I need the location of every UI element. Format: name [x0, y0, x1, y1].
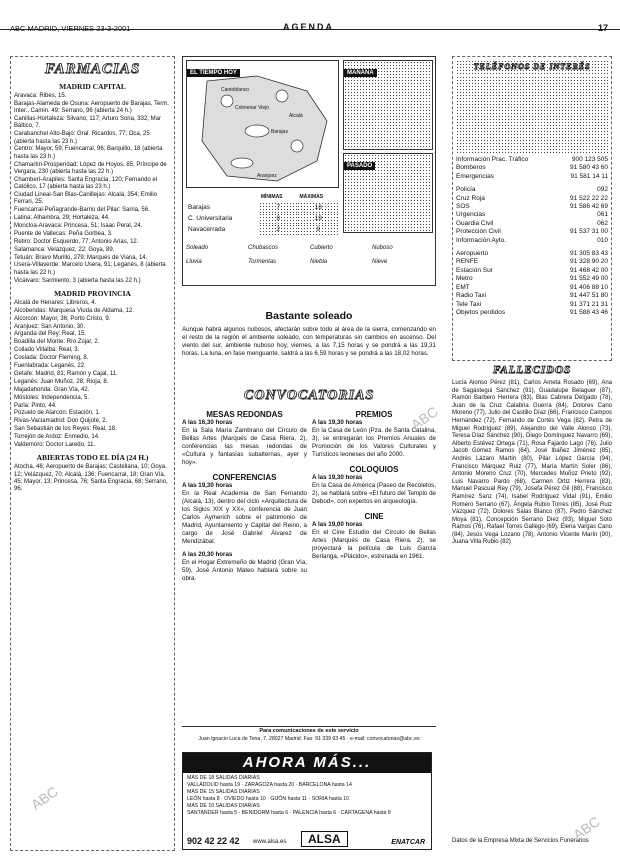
table-row: Barajas 7 18: [186, 202, 339, 213]
sun-icon: [221, 95, 233, 107]
temperature-table: [186, 191, 339, 235]
agenda-text: En la Casa de León (Pza. de Santa Catalina, 3), se entregarán los Premios Anuales de Promoción de los Valores Culturales y Turísticos leoneses del año 2000.: [312, 427, 436, 458]
phone-row: [456, 267, 608, 275]
phone-number: 91 586 42 69: [570, 203, 608, 211]
phone-row: [456, 220, 608, 228]
pharmacy-entry: Alcorcón: Mayor, 36; Porto Cristo, 9.: [14, 315, 111, 322]
all-day-title: ABIERTAS TODO EL DÍA (24 H.): [36, 453, 149, 463]
agenda-title: CONVOCATORIAS: [243, 388, 375, 403]
agenda-text: En el Hogar Extremeño de Madrid (Gran Vía, 59), José Antonio Mateo hablará sobre su obra.: [182, 559, 307, 582]
phones-list: [456, 156, 608, 322]
agenda-time: A las 20,30 horas: [182, 551, 233, 558]
watermark: ABC: [408, 403, 441, 433]
pharmacy-entry: Móstoles: Independencia, 5.: [14, 394, 90, 401]
pharmacy-entry: Ciudad Lineal-San Blas-Canillejas: Alcalá, 354; Emilio Ferrari, 25.: [14, 192, 158, 206]
ad-lines: [183, 773, 431, 819]
legend-rain: Lluvia: [186, 259, 202, 265]
phone-number: 91 328 90 20: [570, 258, 608, 266]
agenda-footer-address: Juan Ignacio Luca de Tena, 7. 28027 Madrid. Fax: 91 339 93 45 · e-mail: convocatorias@abc.es: [198, 736, 420, 742]
sun-icon: [291, 140, 303, 152]
pharmacy-entry: Canillas-Hortaleza: Silvano, 117; Arturo Soria, 332; Mar Báltico, 7.: [14, 116, 161, 130]
agenda-time: A las 19,30 horas: [312, 419, 363, 426]
phone-number: 010: [597, 236, 608, 244]
pharmacy-entry: Arganda del Rey: Real, 15.: [14, 331, 87, 338]
agenda-section-head: CONFERENCIAS: [212, 473, 277, 482]
phone-label: SOS: [456, 203, 470, 211]
phone-number: 91 305 83 43: [570, 250, 608, 258]
province-list: [14, 300, 171, 449]
all-day-text: Atocha, 46; Aeropuerto de Barajas; Castellana, 10; Goya, 12; Velázquez, 70; Alcalá, 136; Fuencarral, 18; Gran Vía, 45; Mayor, 13; Princesa, 76; Santa Engracia, 68; Serrano, 96.: [14, 464, 168, 493]
city-label: Cantoblanco: [221, 87, 250, 93]
pharmacy-entry: Coslada: Doctor Fleming, 8.: [14, 355, 89, 362]
agenda-col-left: [182, 410, 307, 583]
legend-snow: Nieve: [372, 259, 388, 265]
pharmacy-entry: Pozuelo de Alarcón: Estación, 1.: [14, 410, 101, 417]
phone-label: Emergencias: [456, 172, 494, 180]
phone-number: 91 468 42 00: [570, 266, 608, 274]
city-label: Colmenar Viejo: [235, 105, 270, 111]
phone-row: [456, 164, 608, 172]
ad-partner-logo: ENATCAR: [391, 839, 425, 846]
agenda-footer: Para comunicaciones de este servicio: [182, 726, 436, 734]
weather-today-map: [186, 60, 339, 188]
ad-line: MÁS DE 15 SALIDAS DIARIAS: [187, 789, 260, 795]
weather-text: Aunque habrá algunos nubosos, afectarán sobre todo al área de la sierra, comenzando en el resto de la región el ambiente soleado, con temperaturas sin cambios en ascenso. Del viento del sur, ambiente nuboso hoy, viernes, a las 7,15 horas y se pondrá a las 19,31 horas. La luna, en fase menguante, saldrá a las 6,59 horas y se pondrá a las 18,02 horas.: [182, 326, 436, 357]
deaths-text: Lucía Alonso Pérez (81), Carlos Ameta Rosado (69), Ana de Sagástegui Sánchez (91), Guadalupe Belaguer (87), Ramón Barbero Herrera (83), Blas Cabrera Delgado (78), Juan de la Cruz Calabria Guerra (84), Dolores Cano Moreno (77), Julio del Castillo Díaz (66), Francisco Campos Hernández (72), Fernando de Cortés Vega (82), Petra de Miguel Rodríguez (89), Alejandro del Valle Alonso (73), Teresa Díaz Sánchez (90), Diego Domínguez Navarro (69), Alberto Estévez Ortega (71), Rosa Fajardo Lago (76), Julio Jacob Gómez Ramos (64), José Ibáñez Jiménez (85), Andrés Lázaro Martín (80), Pilar López García (94), Francisco Márquez Ruiz (77), María Martín Soler (86), Antonio Moreno Cruz (70), Mercedes Muñoz Prieto (92), Luis Navarro Pardo (68), Carmen Ortiz Herrera (83), Manuel Pascual Rey (79), Josefa Pérez Gil (88), Francisco Ramírez Sanz (74), Isabel Rodríguez Vidal (91), Emilio Romero Serrano (67), Ángela Rubio Torres (85), José Ruiz Vázquez (72), Dolores Salas Blanco (87), Pedro Sánchez Moya (81), Concepción Serrano Díez (93), Miguel Soto Ramos (76), Rafael Torres Gallego (69), Elena Vargas Cano (84), Jesús Vega Lozano (78), Antonio Vicente Marín (90), Juana Villa Rubio (82): [452, 380, 612, 546]
phone-row: [456, 156, 608, 164]
phone-label: Información Ayto.: [456, 236, 507, 244]
ad-brand-logo: ALSA: [301, 831, 348, 847]
phone-label: RENFE: [456, 258, 479, 266]
legend-overcast: Cubierto: [310, 245, 333, 251]
phone-number: 91 447 51 80: [570, 292, 608, 300]
cloud-icon: [231, 158, 253, 168]
capital-title: MADRID CAPITAL: [59, 82, 126, 91]
weather-tomorrow-map: [343, 60, 433, 150]
ad-line: MÁS DE 18 SALIDAS DIARIAS: [187, 775, 260, 781]
pharmacy-entry: San Sebastián de los Reyes: Real, 18.: [14, 426, 117, 433]
agenda-text: En la Sala María Zambrano del Círculo de Bellas Artes (Marqués de Casa Riera, 2), conferencias las mesas redondas de «Cultura y fantasías subalternas, ayer y hoy».: [182, 427, 307, 466]
ad-line: MÁS DE 10 SALIDAS DIARIAS: [187, 803, 260, 809]
phone-number: 91 406 88 10: [570, 283, 608, 291]
legend-cloudy: Nuboso: [372, 245, 393, 251]
legend-storms: Tormentas: [248, 259, 277, 265]
section-title: AGENDA: [283, 22, 335, 32]
phone-label: Bomberos: [456, 164, 486, 172]
phone-label: Objetos perdidos: [456, 308, 506, 316]
province-title: MADRID PROVINCIA: [54, 288, 131, 298]
phone-row: [456, 250, 608, 258]
phone-number: 062: [597, 219, 608, 227]
table-row: C. Universitaria 8 19: [186, 213, 339, 224]
page-header: [0, 0, 620, 33]
pharmacy-entry: Salamanca: Velázquez, 22; Goya, 89.: [14, 246, 115, 253]
pharmacy-entry: Valdemoro: Doctor Laredo, 11.: [14, 441, 96, 448]
table-head: MÍNIMAS: [260, 193, 283, 200]
pharmacy-entry: Alcalá de Henares: Libreros, 4.: [14, 299, 97, 306]
watermark: ABC: [570, 813, 603, 843]
weather-past-map: [343, 153, 433, 233]
phone-row: [456, 292, 608, 300]
phone-label: Información Prac. Tráfico: [456, 156, 529, 163]
phone-row: [456, 203, 608, 211]
phone-row: [456, 284, 608, 292]
city-label: Aranjuez: [257, 173, 277, 179]
phone-number: 91 588 43 46: [570, 308, 608, 316]
alsa-ad: [182, 752, 432, 850]
phone-label: Urgencias: [456, 211, 486, 219]
phone-row: [456, 275, 608, 283]
pharmacies-title: FARMACIAS: [44, 61, 141, 77]
pharmacy-entry: Aranjuez: San Antonio, 30.: [14, 323, 86, 330]
agenda-section-head: CINE: [364, 512, 384, 521]
phones-decoration: [456, 76, 608, 154]
pharmacy-entry: Boadilla del Monte: Río Zújar, 2.: [14, 339, 100, 346]
agenda-section-head: COLOQUIOS: [349, 465, 399, 474]
legend-fog: Niebla: [310, 259, 328, 265]
pharmacy-entry: Alcobendas: Marquesa Viuda de Aldama, 12.: [14, 307, 134, 314]
pharmacy-entry: Fuenlabrada: Leganés, 22.: [14, 363, 86, 370]
pharmacy-entry: Tetuán: Bravo Murillo, 279; Marqués de Viana, 14.: [14, 254, 148, 261]
phone-row: [456, 237, 608, 245]
phone-row: [456, 301, 608, 309]
phone-label: Estación Sur: [456, 266, 493, 274]
pharmacy-entry: Rivas-Vaciamadrid: Don Quijote, 2.: [14, 418, 108, 425]
pharmacy-entry: Retiro: Doctor Esquerdo, 77; Antonio Arias, 12.: [14, 238, 139, 245]
pharmacy-entry: Fuencarral-Peñagrande-Barrio del Pilar: Sarria, 56.: [14, 207, 150, 214]
phone-number: 91 371 21 31: [570, 300, 608, 308]
phone-row: [456, 228, 608, 236]
pharmacy-entry: Majadahonda: Gran Vía, 42.: [14, 386, 90, 393]
phone-label: Cruz Roja: [456, 194, 485, 202]
edition-date: ABC MADRID, VIERNES 23-3-2001: [10, 24, 131, 33]
phone-row: [456, 195, 608, 203]
phone-number: 092: [597, 186, 608, 194]
pharmacy-entry: Carabanchel Alto-Bajo: Gral. Ricardos, 77; Oca, 25 (abierta hasta las 23 h.): [14, 131, 150, 145]
pharmacy-entry: Barajas-Alameda de Osuna: Aeropuerto de Barajas, Term. Inter., Camin. 49; Serrano, 96 (abierta 24 h.): [14, 100, 169, 115]
phone-number: 91 522 22 22: [570, 194, 608, 202]
table-head: MÁXIMAS: [299, 193, 324, 200]
phone-number: 91 537 31 00: [570, 228, 608, 236]
phones-box: [452, 56, 612, 361]
legend-showers: Chubascos: [248, 245, 279, 251]
phone-row: [456, 258, 608, 266]
phone-label: Metro: [456, 275, 473, 283]
phone-number: 91 552 49 00: [570, 275, 608, 283]
phone-row: [456, 186, 608, 194]
phones-title: TELÉFONOS DE INTERÉS: [456, 60, 608, 74]
pharmacy-entry: Chamberí-Arapiles: Santa Engracia, 120; Fernando el Católico, 17 (abierta hasta las 23 h.): [14, 176, 158, 191]
pharmacy-entry: Leganés: Juan Muñoz, 28; Rioja, 8.: [14, 378, 109, 385]
pharmacy-entry: Collado Villalba: Real, 3.: [14, 347, 80, 354]
weather-past-label: PASADO: [344, 162, 375, 170]
weather-legend: [186, 245, 434, 265]
phone-label: EMT: [456, 283, 470, 291]
phone-number: 91 581 14 11: [570, 172, 608, 180]
agenda-section-head: PREMIOS: [355, 410, 393, 419]
pharmacy-entry: Aravaca: Ribes, 15.: [14, 93, 67, 99]
ad-headline: AHORA MÁS...: [183, 753, 431, 773]
city-label: Alcalá: [289, 113, 303, 119]
weather-tomorrow-label: MAÑANA: [344, 69, 377, 77]
sun-icon: [276, 90, 288, 102]
pharmacies-box: [10, 56, 175, 851]
table-row: Navacerrada 2 9: [186, 224, 339, 235]
city-label: Barajas: [271, 129, 288, 135]
weather-today-label: EL TIEMPO HOY: [187, 69, 240, 77]
deaths-footer: Datos de la Empresa Mixta de Servicios Funerarios: [452, 838, 589, 844]
pharmacy-entry: Getafe: Madrid, 81; Ramón y Cajal, 11.: [14, 370, 118, 377]
ad-phone: 902 42 22 42: [187, 836, 240, 846]
phone-label: Aeropuerto: [456, 250, 489, 258]
pharmacy-entry: Chamartín-Prosperidad: López de Hoyos, 85; Príncipe de Vergara, 230 (abierta hasta las 22 h.): [14, 161, 167, 175]
pharmacy-entry: Vicálvaro: Sarmiento, 3 (abierta hasta las 22 h.): [14, 277, 141, 284]
agenda-time: A las 19,30 horas: [182, 482, 233, 489]
phone-row: [456, 211, 608, 219]
agenda-text: En la Casa de América (Paseo de Recoletos, 2), se hablará sobre «El futuro del Templo de Debod», con expertos en arqueología.: [312, 482, 436, 505]
pharmacy-entry: Usera-Villaverde: Marcelo Usera, 91; Leganés, 8 (abierta hasta las 22 h.): [14, 262, 166, 276]
page-number: 17: [597, 23, 608, 33]
phone-label: Protección Civil: [456, 228, 501, 236]
ad-web: www.alsa.es: [253, 839, 287, 845]
agenda-section-head: MESAS REDONDAS: [206, 410, 283, 419]
phone-row: [456, 173, 608, 181]
ad-line: SANTANDER hasta 5 · BENIDORM hasta 6 · PALENCIA hasta 6 · CARTAGENA hasta 8: [187, 810, 391, 816]
phone-number: 91 580 43 60: [570, 164, 608, 172]
pharmacy-entry: Moncloa-Aravaca: Princesa, 51; Isaac Peral, 24.: [14, 222, 143, 229]
watermark: ABC: [28, 783, 61, 813]
region-map: [187, 71, 338, 186]
agenda-time: A las 19,00 horas: [312, 521, 363, 528]
table-head: [186, 191, 259, 202]
cloud-icon: [245, 125, 269, 137]
legend-sunny: Soleado: [186, 245, 209, 251]
phone-label: Policía: [456, 186, 476, 194]
pharmacy-entry: Parla: Pinto, 44.: [14, 402, 57, 409]
agenda-text: En la Real Academia de San Fernando (Alcalá, 13), dentro del ciclo «Arquitectura de los Siglos XIX y XX», conferencia de Juan Carlos Aymerich sobre el patrimonio de Madrid, Ayuntamiento y Capital del Reino, a cargo de José Gabriel Álvarez de Mendizábal.: [182, 490, 307, 545]
ad-line: VALLADOLID hasta 19 · ZARAGOZA hasta 20 · BARCELONA hasta 14: [187, 782, 352, 788]
phone-label: Radio Taxi: [456, 292, 487, 300]
phone-number: 061: [597, 211, 608, 219]
phone-number: 900 123 505: [571, 156, 608, 163]
agenda-time: A las 16,30 horas: [182, 419, 233, 426]
weather-box: [182, 56, 436, 286]
deaths-title: FALLECIDOS: [492, 364, 572, 376]
phone-label: Guardia Civil: [456, 219, 494, 227]
agenda-time: A las 19,30 horas: [312, 474, 363, 481]
pharmacy-entry: Puente de Vallecas: Peña Gorbea, 3.: [14, 230, 113, 237]
phone-row: [456, 309, 608, 317]
weather-headline: Bastante soleado: [265, 310, 353, 322]
phone-label: Tele Taxi: [456, 300, 482, 308]
pharmacy-entry: Centro: Mayor, 59; Fuencarral, 96; Barquillo, 18 (abierta hasta las 23 h.): [14, 146, 163, 160]
capital-list: [14, 93, 171, 285]
ad-line: LEÓN hasta 8 · OVIEDO hasta 10 · GIJÓN hasta 11 · SORIA hasta 10: [187, 796, 349, 802]
agenda-text: En el Cine Estudio del Círculo de Bellas Artes (Marqués de Casa Riera, 2), se proyectará la película de Luis García Berlanga, «Plácido», estrenada en 1961.: [312, 529, 436, 560]
pharmacy-entry: Latina: Alhambra, 29; Hortaleza, 44.: [14, 215, 110, 222]
pharmacy-entry: Torrejón de Ardoz: Enmedio, 14.: [14, 434, 100, 441]
